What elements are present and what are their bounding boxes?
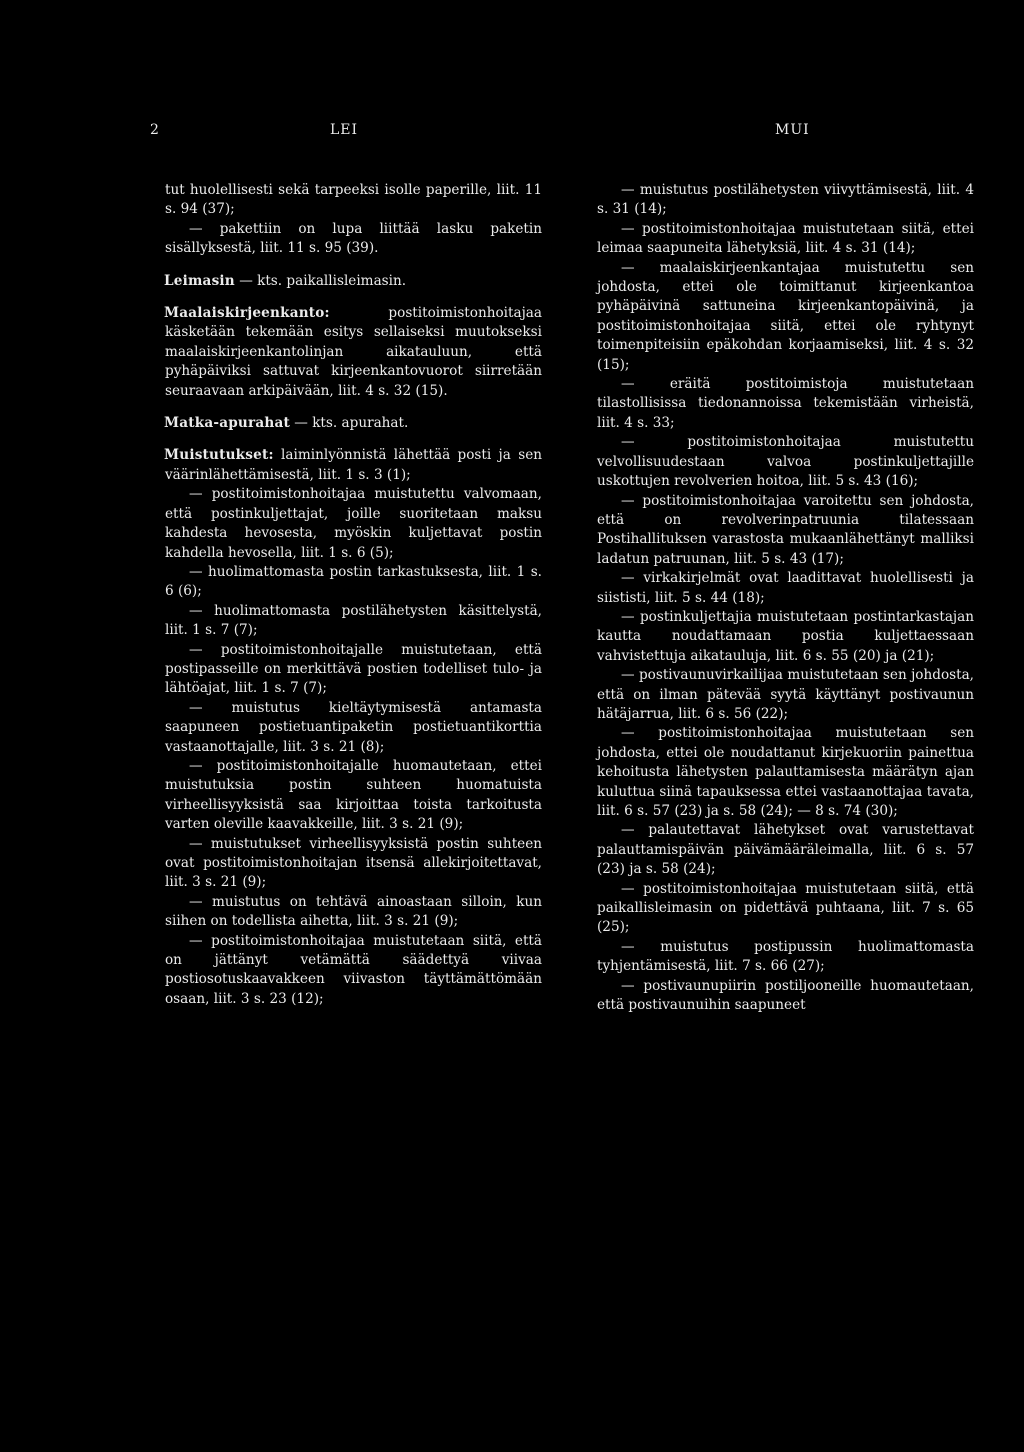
right-running-head: MUI [775, 122, 810, 138]
left-running-head: LEI [330, 122, 359, 138]
term-matka-apurahat: Matka-apurahat [164, 415, 290, 432]
index-entry: — postitoimistonhoitajaa muistutetaan sen johdosta, ettei ole noudattanut kirjekuoriin painettua kehoitusta lähetysten palauttamisesta määrätyn ajan kuluttua siinä tapauksessa ettei vastaanottajaa tavata, liit. 6 s. 57 (23) ja s. 58 (24); — 8 s. 74 (30); [597, 725, 974, 819]
left-column [165, 181, 542, 1009]
index-entry: — postitoimistonhoitajaa muistutetaan siitä, että paikallisleimasin on pidettävä puhtaana, liit. 7 s. 65 (25); [597, 880, 974, 936]
index-entry: — huolimattomasta postin tarkastuksesta, liit. 1 s. 6 (6); [165, 563, 542, 600]
index-entry: — postitoimistonhoitajalle muistutetaan, että postipasseille on merkittävä postien todelliset tulo- ja lähtöajat, liit. 1 s. 7 (7); [165, 641, 542, 697]
index-entry: — postitoimistonhoitajaa muistutetaan siitä, että on jättänyt vetämättä säädettyä viivaa postiosotuskaavakkeen viivaston täyttämättömään osaan, liit. 3 s. 23 (12); [165, 932, 542, 1007]
term-leimasin: Leimasin [164, 272, 235, 289]
index-entry: — postitoimistonhoitajaa muistutettu velvollisuudestaan valvoa postinkuljettajille uskottujen revolverien hoitoa, liit. 5 s. 43 (16); [597, 434, 974, 490]
index-entry: — postitoimistonhoitajaa muistutettu valvomaan, että postinkuljettajat, joille suoritetaan maksu kahdesta hevosesta, myöskin kuljettavat postin kahdella hevosella, liit. 1 s. 6 (5); [165, 486, 542, 561]
term-text: — kts. apurahat. [289, 415, 409, 432]
index-entry: — postivaunuvirkailijaa muistutetaan sen johdosta, että on ilman pätevää syytä käyttänyt postivaunun hätäjarrua, liit. 6 s. 56 (22); [597, 667, 974, 722]
index-entry: — postitoimistonhoitajaa muistutetaan siitä, ettei leimaa saapuneita lähetyksiä, liit. 4 s. 31 (14); [597, 220, 974, 257]
index-heading-leimasin [165, 272, 542, 291]
right-column [597, 181, 974, 1015]
index-entry: — postitoimistonhoitajalle huomautetaan, ettei muistutuksia postin suhteen huomatuista virheellisyyksistä saa kirjoittaa toista tarkoitusta varten oleville kaavakkeille, liit. 3 s. 21 (9); [165, 757, 542, 833]
index-entry: — maalaiskirjeenkantajaa muistutettu sen johdosta, ettei ole toimittanut kirjeenkantoa pyhäpäivinä sattuneina kirjeenkantopäivinä, ja postitoimistonhoitajaa siitä, ettei ole ryhtynyt toimenpiteisiin epäkohdan korjaamiseksi, liit. 4 s. 32 (15); [597, 259, 974, 373]
index-entry: — muistutukset virheellisyyksistä postin suhteen ovat postitoimistonhoitajan itsensä allekirjoitettavat, liit. 3 s. 21 (9); [165, 835, 542, 891]
index-entry: — muistutus postilähetysten viivyttämisestä, liit. 4 s. 31 (14); [597, 182, 974, 218]
index-entry: — pakettiin on lupa liittää lasku paketin sisällyksestä, liit. 11 s. 95 (39). [165, 220, 542, 257]
index-entry: — muistutus postipussin huolimattomasta tyhjentämisestä, liit. 7 s. 66 (27); [597, 938, 974, 975]
index-entry: — virkakirjelmät ovat laadittavat huolellisesti ja siististi, liit. 5 s. 44 (18); [597, 570, 974, 606]
index-entry: — postivaunupiirin postiljooneille huomautetaan, että postivaunuihin saapuneet [597, 977, 974, 1014]
index-entry: — muistutus kieltäytymisestä antamasta saapuneen postietuantipaketin postietuantikorttia vastaanottajalle, liit. 3 s. 21 (8); [165, 699, 542, 755]
term-text: postitoimistonhoitajaa käsketään tekemään esitys sellaiseksi muutokseksi maalaiskirjeenkantolinjan aikatauluun, että pyhäpäiviksi sattuvat kirjeenkantovuorot siirretään seuraavaan arkipäivään, liit. 4 s. 32 (15). [165, 305, 542, 399]
continued-paragraph: tut huolellisesti sekä tarpeeksi isolle paperille, liit. 11 s. 94 (37); [165, 182, 542, 218]
term-muistutukset: Muistutukset: [164, 447, 274, 464]
index-heading-maalaiskirjeenkanto [165, 304, 542, 401]
term-text: laiminlyönnistä lähettää posti ja sen väärinlähettämisestä, liit. 1 s. 3 (1); [165, 447, 542, 483]
index-heading-muistutukset [165, 446, 542, 485]
term-maalaiskirjeenkanto: Maalaiskirjeenkanto: [164, 305, 330, 322]
index-heading-matka-apurahat [165, 414, 542, 433]
index-entry: — postitoimistonhoitajaa varoitettu sen johdosta, että on revolverinpatruunia tilatessaan Postihallituksen varastosta mukaanlähettänyt malliksi ladatun patruunan, liit. 5 s. 43 (17); [597, 492, 974, 567]
index-entry: — huolimattomasta postilähetysten käsittelystä, liit. 1 s. 7 (7); [165, 602, 542, 639]
index-entry: — eräitä postitoimistoja muistutetaan tilastollisissa tiedonannoissa tekemistään virheistä, liit. 4 s. 33; [597, 376, 974, 431]
page-number: 2 [150, 122, 160, 138]
index-entry: — palautettavat lähetykset ovat varustettavat palauttamispäivän päivämääräleimalla, liit. 6 s. 57 (23) ja s. 58 (24); [597, 822, 974, 878]
term-text: — kts. paikallisleimasin. [234, 272, 407, 289]
page-header [0, 122, 1024, 144]
index-entry: — muistutus on tehtävä ainoastaan silloin, kun siihen on todellista aihetta, liit. 3 s. 21 (9); [165, 893, 542, 930]
index-entry: — postinkuljettajia muistutetaan postintarkastajan kautta noudattamaan postia kuljettaessaan vahvistettuja aikatauluja, liit. 6 s. 55 (20) ja (21); [597, 608, 974, 664]
